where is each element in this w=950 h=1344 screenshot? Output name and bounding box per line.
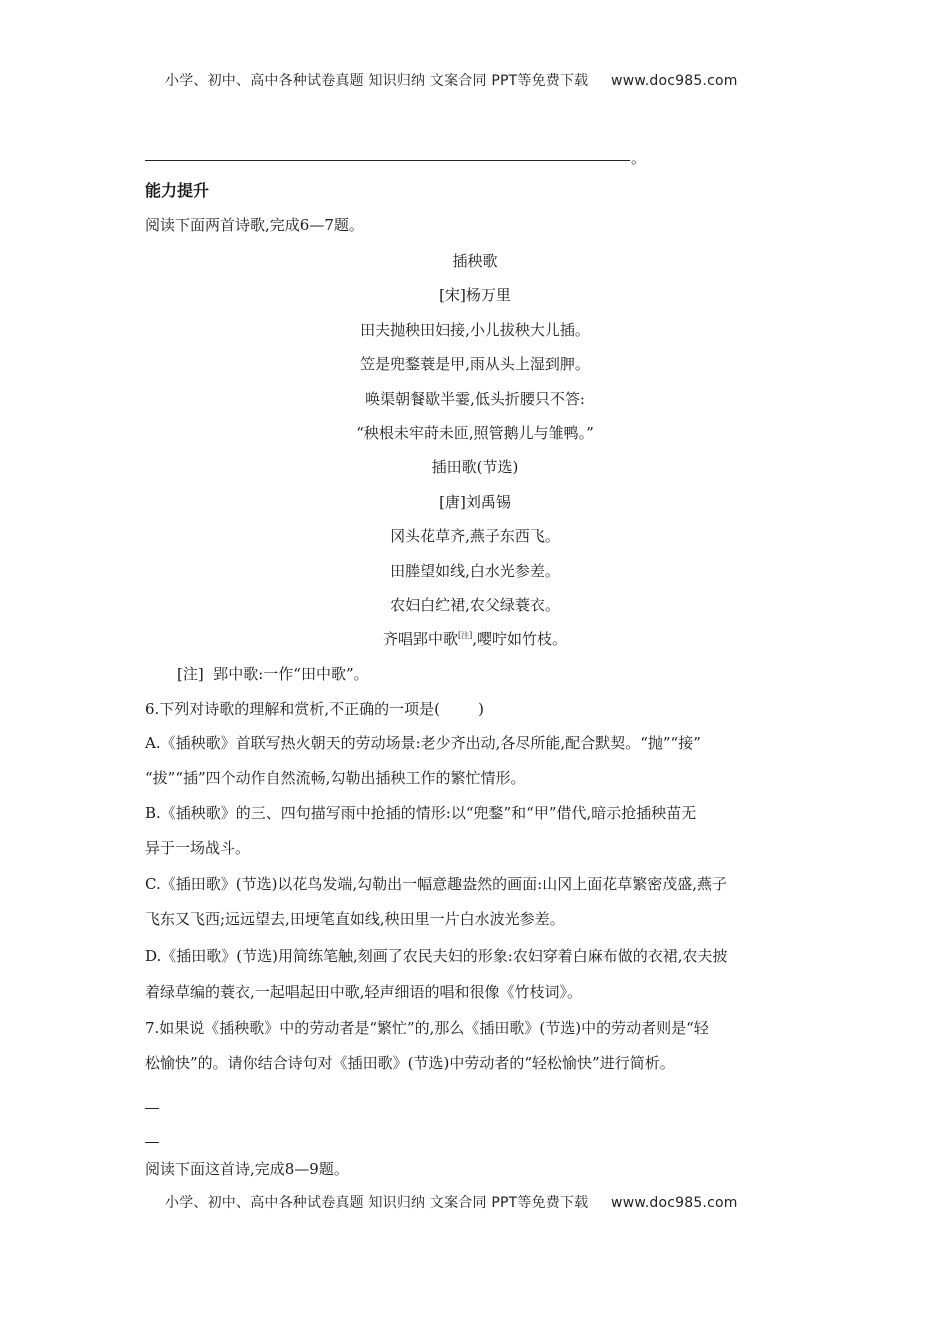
footnote: [注] 郢中歌:一作“田中歌”。 (177, 665, 369, 683)
poem1-line: 田夫抛秧田妇接,小儿拔秧大儿插。 (360, 321, 590, 339)
footer-text: 小学、初中、高中各种试卷真题 知识归纳 文案合同 PPT等免费下载 (165, 1195, 589, 1211)
answer-dash (145, 1108, 159, 1109)
poem2-line: 农妇白纻裙,农父绿蓑衣。 (390, 596, 560, 614)
poem1-line: 笠是兜鍪蓑是甲,雨从头上湿到胛。 (360, 355, 590, 373)
poem2-title: 插田歌(节选) (431, 458, 519, 476)
header-site: www.doc985.com (611, 73, 738, 89)
instruction-2: 阅读下面这首诗,完成8—9题。 (145, 1160, 349, 1178)
answer-dash (145, 1142, 159, 1143)
page-footer (165, 1192, 738, 1212)
answer-blank-line (145, 160, 630, 161)
poem1-line: “秧根未牢莳未匝,照管鹅儿与雏鸭。” (356, 424, 594, 442)
answer-blank-period: 。 (631, 149, 647, 167)
poem2-author: [唐]刘禹锡 (439, 493, 511, 511)
poem2-line: 田塍望如线,白水光参差。 (390, 562, 560, 580)
poem1-line: 唤渠朝餐歇半霎,低头折腰只不答: (365, 390, 585, 408)
q6-option-c-cont: 飞东又飞西;远远望去,田埂笔直如线,秧田里一片白水波光参差。 (145, 910, 565, 928)
q7-line-2: 松愉快”的。请你结合诗句对《插田歌》(节选)中劳动者的“轻松愉快”进行简析。 (145, 1054, 675, 1072)
q6-option-d-cont: 着绿草编的蓑衣,一起唱起田中歌,轻声细语的唱和很像《竹枝词》。 (145, 983, 583, 1001)
poem2-line-last (0, 628, 950, 649)
q6-option-c: C.《插田歌》(节选)以花鸟发端,勾勒出一幅意趣盎然的画面:山冈上面花草繁密茂盛,燕子 (145, 875, 728, 893)
q6-option-a: A.《插秧歌》首联写热火朝天的劳动场景:老少齐出动,各尽所能,配合默契。“抛”“接” (145, 734, 701, 752)
page-header (165, 70, 738, 90)
poem2-last-b: ,嘤咛如竹枝。 (472, 630, 568, 648)
section-title: 能力提升 (145, 181, 210, 200)
instruction-1: 阅读下面两首诗歌,完成6—7题。 (145, 216, 364, 234)
poem1-author: [宋]杨万里 (439, 286, 511, 304)
q6-option-b-cont: 异于一场战斗。 (145, 839, 251, 857)
poem2-last-a: 齐唱郢中歌 (382, 630, 458, 648)
footnote-marker: [注] (457, 631, 473, 640)
poem1-title: 插秧歌 (452, 252, 498, 270)
poem2-line: 冈头花草齐,燕子东西飞。 (390, 527, 560, 545)
q7-line-1: 7.如果说《插秧歌》中的劳动者是“繁忙”的,那么《插田歌》(节选)中的劳动者则是“轻 (145, 1019, 709, 1037)
q6-stem: 6.下列对诗歌的理解和赏析,不正确的一项是( ) (145, 700, 484, 718)
q6-option-b: B.《插秧歌》的三、四句描写雨中抢插的情形:以“兜鍪”和“甲”借代,暗示抢插秧苗无 (145, 804, 697, 822)
q6-option-d: D.《插田歌》(节选)用简练笔触,刻画了农民夫妇的形象:农妇穿着白麻布做的衣裙,农夫披 (145, 947, 728, 965)
q6-option-a-cont: “拔”“插”四个动作自然流畅,勾勒出插秧工作的繁忙情形。 (145, 769, 526, 787)
header-text: 小学、初中、高中各种试卷真题 知识归纳 文案合同 PPT等免费下载 (165, 73, 589, 89)
footer-site: www.doc985.com (611, 1195, 738, 1211)
